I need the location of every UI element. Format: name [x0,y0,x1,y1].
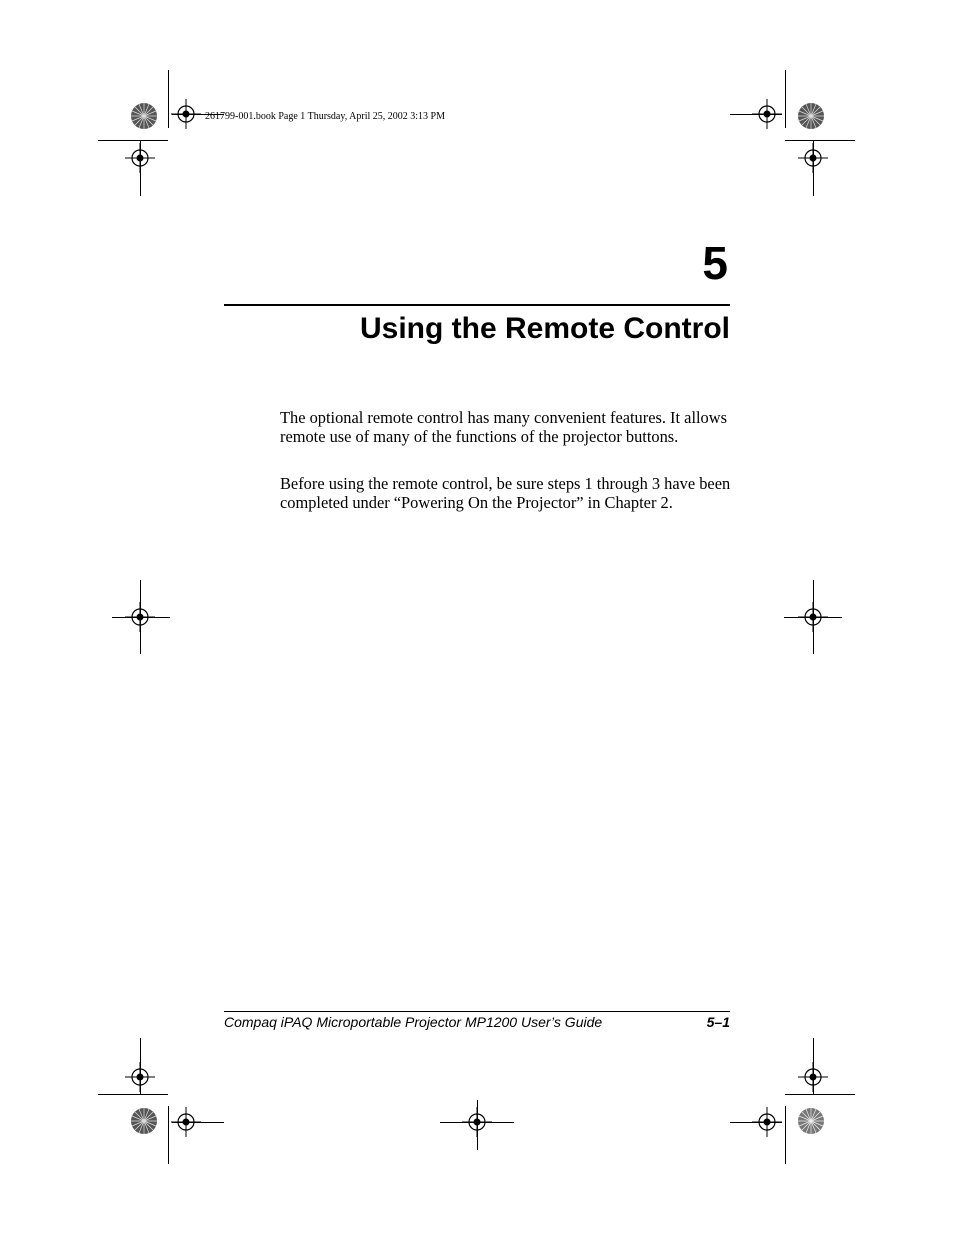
footer-guide-title: Compaq iPAQ Microportable Projector MP1200 User’s Guide [224,1014,603,1030]
registration-mark-icon [798,602,828,632]
chapter-number: 5 [702,237,728,289]
footer-rule [224,1011,730,1012]
registration-mark-icon [125,143,155,173]
footer-page-number: 5–1 [706,1014,730,1030]
registration-mark-icon [125,1062,155,1092]
crop-line [168,70,169,128]
registration-mark-icon [171,99,201,129]
crop-line [785,1106,786,1164]
crop-line [785,70,786,128]
print-info-slug: 261799-001.book Page 1 Thursday, April 25, 2002 3:13 PM [205,111,445,122]
crop-line [785,1094,855,1095]
starburst-target-icon [797,1107,825,1135]
body-paragraph: Before using the remote control, be sure steps 1 through 3 have been completed under “Powering On the Projector” in Chapter 2. [280,474,731,512]
crop-line [98,1094,168,1095]
crop-line [785,140,855,141]
body-paragraph: The optional remote control has many convenient features. It allows remote use of many of the functions of the projector buttons. [280,408,727,446]
crop-line [168,1106,169,1164]
registration-mark-icon [125,602,155,632]
registration-mark-icon [798,1062,828,1092]
starburst-target-icon [797,102,825,130]
registration-mark-icon [798,143,828,173]
chapter-title: Using the Remote Control [359,312,730,345]
registration-mark-icon [462,1107,492,1137]
registration-mark-icon [171,1107,201,1137]
crop-line [98,140,168,141]
starburst-target-icon [130,102,158,130]
registration-mark-icon [752,99,782,129]
title-rule [224,304,730,306]
registration-mark-icon [752,1107,782,1137]
starburst-target-icon [130,1107,158,1135]
